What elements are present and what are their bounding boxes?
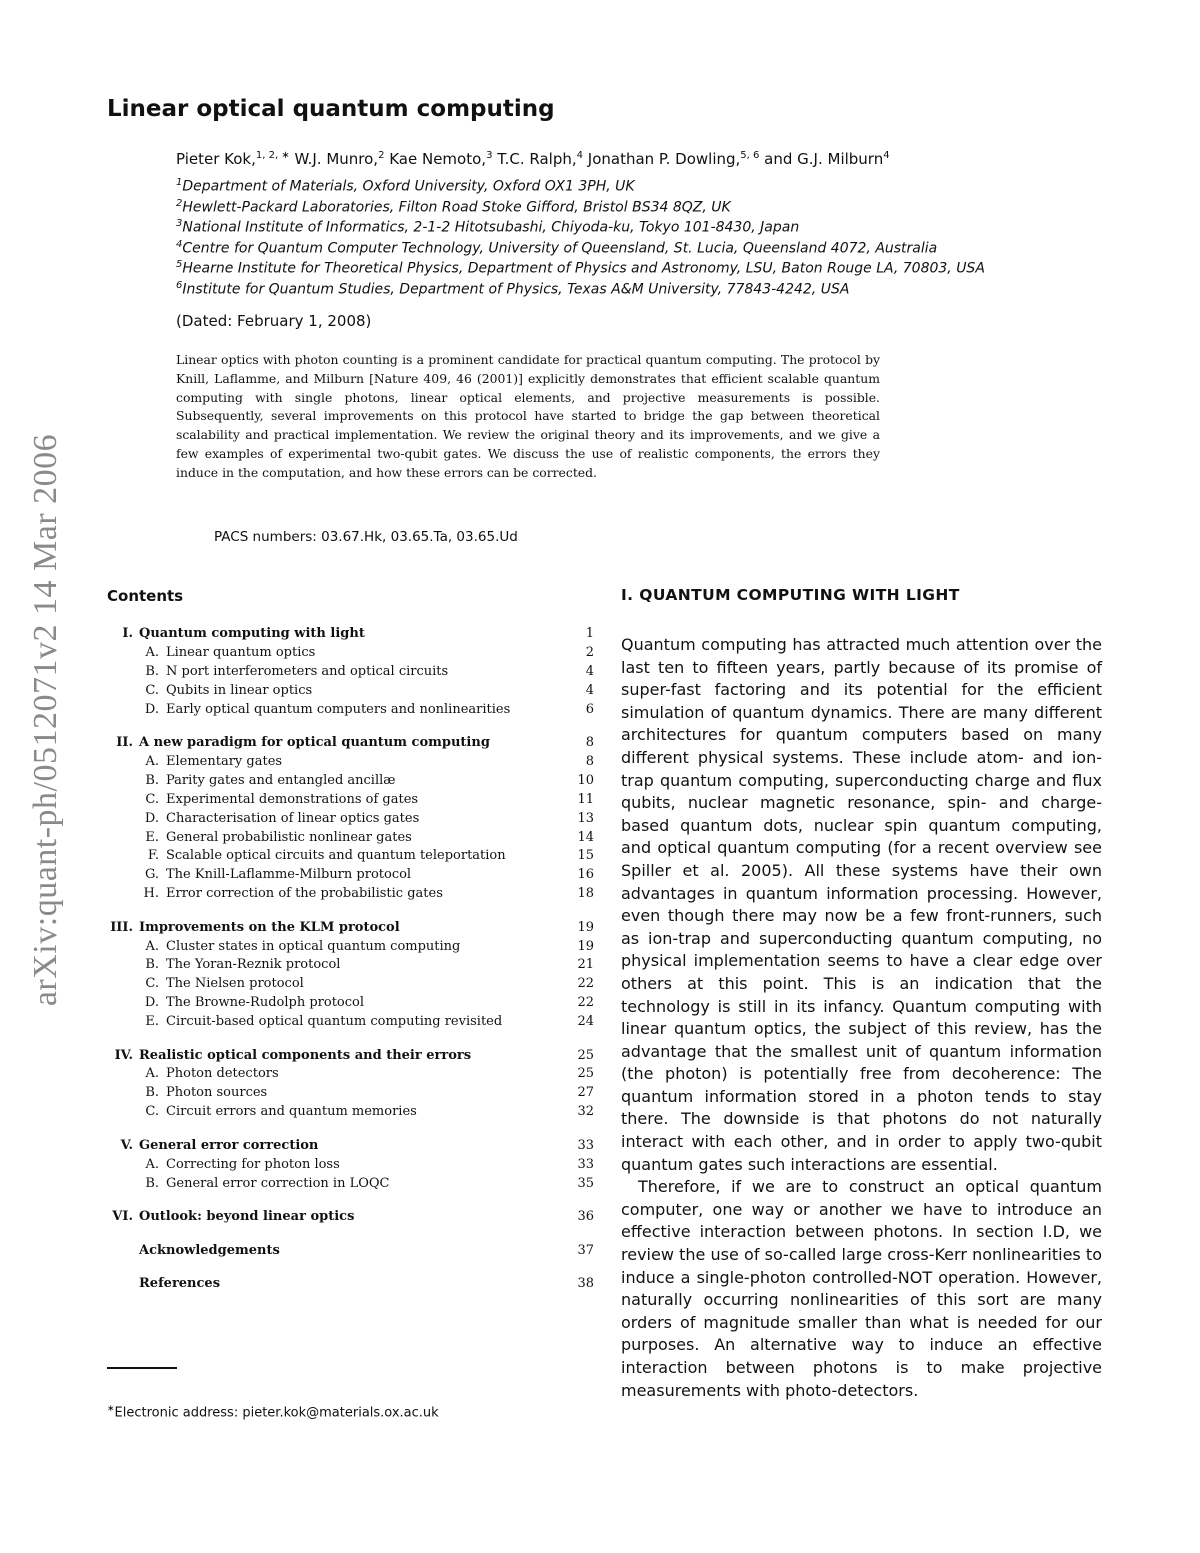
toc-entry-title: Photon sources (166, 1085, 268, 1101)
paper-title: Linear optical quantum computing (107, 96, 555, 122)
toc-entry-page: 33 (577, 1137, 594, 1153)
toc-entry-number: B. (145, 772, 159, 788)
toc-entry-title: Correcting for photon loss (166, 1156, 340, 1172)
toc-entry[interactable] (107, 701, 594, 720)
toc-entry[interactable] (107, 1065, 594, 1084)
toc-entry-page: 37 (577, 1242, 594, 1258)
affiliation-number: 6 (176, 279, 183, 291)
toc-entry-number: B. (145, 663, 159, 679)
toc-entry[interactable] (107, 1208, 594, 1227)
toc-entry-page: 4 (585, 663, 594, 679)
toc-entry[interactable] (107, 1275, 594, 1294)
affiliation-text: Hearne Institute for Theoretical Physics, Department of Physics and Astronomy, LSU, Baton Rouge LA, 70803, USA (182, 261, 985, 278)
toc-entry-page: 2 (585, 644, 594, 660)
toc-entry-page: 1 (585, 626, 594, 641)
toc-entry[interactable] (107, 1175, 594, 1194)
toc-entry[interactable] (107, 810, 594, 829)
affiliation-text: National Institute of Informatics, 2-1-2 Hitotsubashi, Chiyoda-ku, Tokyo 101-8430, Japan (182, 219, 800, 236)
toc-entry-number: B. (145, 1085, 159, 1101)
toc-entry-number: F. (147, 848, 159, 864)
toc-entry[interactable] (107, 625, 594, 644)
affiliation-text: Centre for Quantum Computer Technology, University of Queensland, St. Lucia, Queensland 4072, Australia (182, 240, 938, 257)
toc-entry[interactable] (107, 772, 594, 791)
toc-entry-title: General error correction (139, 1137, 319, 1153)
affiliation (176, 276, 985, 297)
toc-entry[interactable] (107, 663, 594, 682)
toc-entry[interactable] (107, 919, 594, 938)
pacs-numbers: PACS numbers: 03.67.Hk, 03.65.Ta, 03.65.Ud (214, 529, 518, 545)
toc-entry-title: Characterisation of linear optics gates (166, 810, 420, 826)
toc-entry-number: E. (145, 829, 159, 845)
toc-entry-number: D. (144, 995, 159, 1011)
toc-entry-number: A. (145, 1156, 159, 1172)
toc-entry-title: General probabilistic nonlinear gates (166, 829, 412, 845)
toc-entry-title: Elementary gates (166, 753, 283, 769)
affiliation (176, 194, 985, 215)
toc-entry-title: General error correction in LOQC (166, 1175, 390, 1191)
author: and G.J. Milburn (759, 150, 884, 168)
toc-entry-page: 27 (577, 1085, 594, 1101)
toc-entry-number: H. (143, 886, 159, 902)
toc-entry-page: 19 (577, 938, 594, 954)
toc-entry[interactable] (107, 1047, 594, 1066)
author-affiliation-mark: 2 (378, 150, 385, 161)
toc-entry[interactable] (107, 791, 594, 810)
toc-entry-page: 18 (577, 886, 594, 902)
toc-entry-title: The Browne-Rudolph protocol (166, 995, 365, 1011)
toc-entry[interactable] (107, 1242, 594, 1261)
toc-entry[interactable] (107, 1103, 594, 1122)
body-paragraph: Quantum computing has attracted much attention over the last ten to fifteen years, partly because of its promise of super-fast factoring and its potential for the efficient simulation of quantum dynamics. There are many different architectures for quantum computers based on many different physical systems. These include atom- and ion-trap quantum computing, superconducting charge and flux qubits, nuclear magnetic resonance, spin- and charge-based quantum dots, nuclear spin quantum computing, and optical quantum computing (for a recent overview see Spiller et al. 2005). All these systems have their own advantages in quantum information processing. However, even though there may now be a few front-runners, such as ion-trap and superconducting quantum computing, no physical implementation seems to have a clear edge over others at this point. This is an indication that the technology is still in its infancy. Quantum computing with linear quantum optics, the subject of this review, has the advantage that the smallest unit of quantum information (the photon) is potentially free from decoherence: The quantum information stored in a photon tends to stay there. The downside is that photons do not naturally interact with each other, and in order to apply two-qubit quantum gates such interactions are essential. (621, 635, 1102, 1174)
toc-entry-title: Linear quantum optics (166, 644, 316, 660)
toc-entry-page: 10 (577, 772, 594, 788)
toc-entry-title: Realistic optical components and their errors (139, 1047, 472, 1063)
date-line: (Dated: February 1, 2008) (176, 312, 372, 330)
toc-entry-title: N port interferometers and optical circuits (166, 663, 449, 679)
author-affiliation-mark: 4 (883, 150, 890, 161)
toc-entry-title: Improvements on the KLM protocol (139, 919, 400, 935)
footnote-rule (107, 1367, 177, 1369)
toc-entry-title: References (139, 1275, 221, 1291)
toc-entry-title: Acknowledgements (139, 1242, 280, 1258)
toc-entry-page: 19 (577, 919, 594, 935)
affiliation-text: Institute for Quantum Studies, Department of Physics, Texas A&M University, 77843-4242, USA (182, 281, 850, 298)
toc-entry-number: A. (145, 1066, 159, 1082)
section-heading: I. QUANTUM COMPUTING WITH LIGHT (621, 586, 960, 604)
toc-entry-page: 16 (577, 867, 594, 883)
body-text (621, 634, 1102, 1402)
toc-entry-title: Scalable optical circuits and quantum teleportation (166, 848, 506, 864)
toc-entry-page: 13 (577, 810, 594, 826)
affiliation (176, 235, 985, 256)
toc-entry-page: 22 (577, 995, 594, 1011)
toc-entry-title: Qubits in linear optics (166, 682, 313, 698)
toc-entry-page: 33 (577, 1156, 594, 1172)
toc-entry-title: Circuit-based optical quantum computing revisited (166, 1014, 503, 1030)
toc-entry-number: IV. (114, 1047, 133, 1063)
affiliation (176, 173, 985, 194)
toc-entry-page: 6 (585, 701, 594, 717)
toc-entry[interactable] (107, 644, 594, 663)
footnote-text: Electronic address: pieter.kok@materials.ox.ac.uk (114, 1405, 439, 1421)
toc-entry-title: Outlook: beyond linear optics (139, 1209, 355, 1225)
affiliation-number: 1 (176, 177, 183, 188)
toc-entry-page: 38 (577, 1275, 594, 1291)
toc-entry[interactable] (107, 734, 594, 753)
affiliation-text: Hewlett-Packard Laboratories, Filton Road Stoke Gifford, Bristol BS34 8QZ, UK (182, 199, 731, 216)
affiliation-text: Department of Materials, Oxford University, Oxford OX1 3PH, UK (182, 178, 635, 195)
toc-entry-number: II. (116, 735, 133, 751)
toc-entry-page: 11 (577, 791, 594, 807)
affiliation-number: 4 (176, 238, 183, 250)
toc-entry-page: 35 (577, 1175, 594, 1191)
footnote (107, 1404, 439, 1420)
author: T.C. Ralph, (492, 150, 577, 168)
footnote-mark: ∗ (107, 1404, 115, 1414)
toc-entry[interactable] (107, 956, 594, 975)
toc-entry-number: B. (145, 1175, 159, 1191)
toc-entry-number: A. (145, 753, 159, 769)
toc-entry-number: III. (110, 919, 133, 935)
toc-entry-number: A. (145, 644, 159, 660)
abstract: Linear optics with photon counting is a prominent candidate for practical quantum computing. The protocol by Knill, Laflamme, and Milburn [Nature 409, 46 (2001)] explicitly demonstrates that efficient scalable quantum computing with single photons, linear optical elements, and projective measurements is possible. Subsequently, several improvements on this protocol have started to bridge the gap between theoretical scalability and practical implementation. We review the original theory and its improvements, and we give a few examples of experimental two-qubit gates. We discuss the use of realistic components, the errors they induce in the computation, and how these errors can be corrected. (176, 352, 880, 480)
toc-entry-number: A. (145, 938, 159, 954)
toc-entry-number: D. (144, 810, 159, 826)
toc-entry-page: 24 (577, 1014, 594, 1030)
toc-entry-page: 32 (577, 1104, 594, 1120)
toc-entry[interactable] (107, 1013, 594, 1032)
toc-entry-number: C. (145, 682, 159, 698)
toc-entry-title: A new paradigm for optical quantum computing (139, 735, 490, 751)
toc-entry-title: The Knill-Laflamme-Milburn protocol (166, 867, 412, 883)
toc-entry-number: E. (145, 1014, 159, 1030)
toc-entry-number: VI. (112, 1209, 133, 1225)
toc-entry-page: 14 (577, 829, 594, 845)
toc-entry-number: C. (145, 1104, 159, 1120)
toc-entry-page: 4 (585, 682, 594, 698)
toc-entry-title: Parity gates and entangled ancillæ (166, 772, 396, 788)
toc-entry[interactable] (107, 994, 594, 1013)
toc-entry[interactable] (107, 885, 594, 904)
toc-entry-page: 15 (577, 848, 594, 864)
affiliation-number: 3 (176, 218, 183, 230)
author: W.J. Munro, (289, 150, 379, 168)
toc-entry[interactable] (107, 1156, 594, 1175)
toc-entry[interactable] (107, 866, 594, 885)
toc-entry[interactable] (107, 938, 594, 957)
toc-entry-title: Error correction of the probabilistic gates (166, 886, 443, 902)
affiliation (176, 214, 985, 235)
affiliation-list (176, 173, 985, 297)
toc-entry-number: V. (120, 1137, 133, 1153)
table-of-contents (107, 625, 594, 1294)
toc-entry-title: Photon detectors (166, 1066, 279, 1082)
toc-entry-page: 8 (585, 753, 594, 769)
toc-entry-title: Experimental demonstrations of gates (166, 791, 419, 807)
affiliation (176, 255, 985, 276)
toc-entry[interactable] (107, 1084, 594, 1103)
toc-entry-page: 25 (577, 1066, 594, 1082)
toc-entry-number: G. (144, 867, 159, 883)
author-affiliation-mark: 5, 6 (740, 150, 760, 161)
toc-entry-title: The Yoran-Reznik protocol (166, 957, 341, 973)
arxiv-stamp: arXiv:quant-ph/0512071v2 14 Mar 2006 (27, 433, 64, 1007)
author-affiliation-mark: 1, 2, ∗ (255, 150, 290, 161)
author: Jonathan P. Dowling, (583, 150, 741, 168)
toc-entry-number: C. (145, 976, 159, 992)
toc-entry-page: 22 (577, 976, 594, 992)
toc-entry[interactable] (107, 829, 594, 848)
toc-entry[interactable] (107, 1137, 594, 1156)
toc-entry-title: Circuit errors and quantum memories (166, 1104, 417, 1120)
toc-entry[interactable] (107, 975, 594, 994)
toc-entry-title: Cluster states in optical quantum computing (166, 938, 461, 954)
toc-entry-title: The Nielsen protocol (166, 976, 304, 992)
toc-entry-number: D. (144, 701, 159, 717)
toc-entry-page: 25 (577, 1047, 594, 1063)
author-affiliation-mark: 3 (486, 150, 493, 161)
toc-entry[interactable] (107, 847, 594, 866)
toc-entry[interactable] (107, 682, 594, 701)
toc-entry-title: Quantum computing with light (139, 626, 365, 641)
author: Pieter Kok, (176, 150, 256, 168)
toc-entry-page: 21 (577, 957, 594, 973)
affiliation-number: 5 (176, 259, 183, 271)
body-paragraph: Therefore, if we are to construct an optical quantum computer, one way or another we have to introduce an effective interaction between photons. In section I.D, we review the use of so-called large cross-Kerr nonlinearities to induce a single-photon controlled-NOT operation. However, naturally occurring nonlinearities of this sort are many orders of magnitude smaller than what is needed for our purposes. An alternative way to induce an effective interaction between photons is to make projective measurements with photo-detectors. (621, 1177, 1102, 1400)
toc-heading: Contents (107, 587, 184, 605)
toc-entry[interactable] (107, 753, 594, 772)
toc-entry-page: 8 (585, 735, 594, 751)
author-list (176, 150, 890, 168)
toc-entry-page: 36 (577, 1209, 594, 1225)
toc-entry-number: I. (122, 626, 133, 641)
author: Kae Nemoto, (384, 150, 487, 168)
toc-entry-number: B. (145, 957, 159, 973)
toc-entry-title: Early optical quantum computers and nonlinearities (166, 701, 511, 717)
author-affiliation-mark: 4 (576, 150, 583, 161)
affiliation-number: 2 (176, 197, 183, 209)
toc-entry-number: C. (145, 791, 159, 807)
